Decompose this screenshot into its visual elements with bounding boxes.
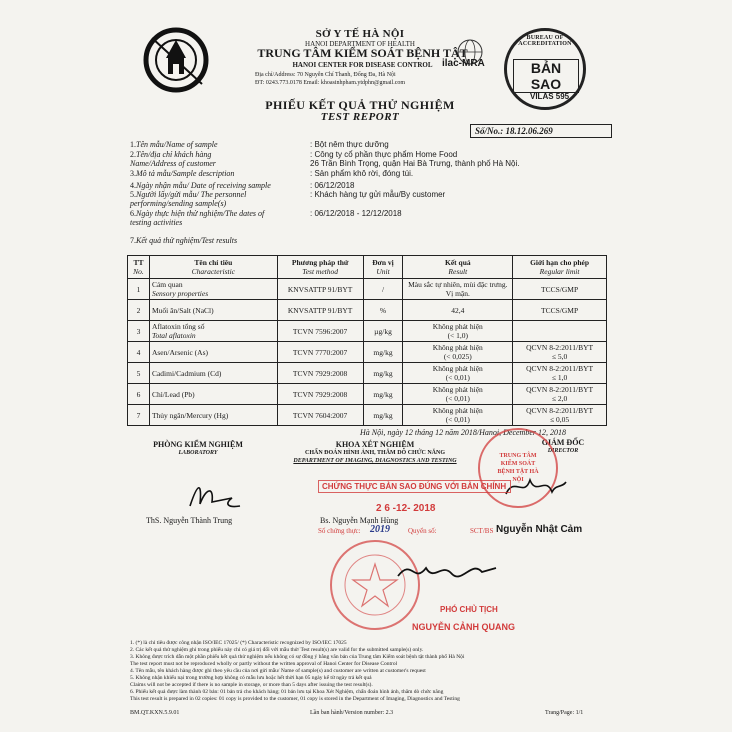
cell-method-text: TCVN 7604:2007 — [292, 410, 348, 420]
info-label — [130, 190, 310, 199]
cell-characteristic-text: Cảm quan — [151, 280, 183, 289]
info-label-text: Ngày thực hiện thử nghiệm/The dates of — [136, 209, 265, 218]
cell-method-text: KNVSATTP 91/BYT — [287, 284, 353, 294]
info-number: 7. — [130, 236, 136, 245]
table-row — [128, 363, 607, 384]
cell-result-text: Màu sắc tự nhiên, mùi đặc trưng. Vị mặn. — [408, 280, 508, 298]
info-label — [130, 209, 310, 218]
cell-result-text: (< 0,025) — [443, 352, 472, 361]
cell-characteristic — [149, 363, 277, 384]
header-result: Kết quả Result — [403, 256, 513, 279]
header-tt: TT No. — [128, 256, 150, 279]
cell-limit-text: TCCS/GMP — [541, 284, 579, 294]
info-label-text: Người lấy/gửi mẫu/ The personnel — [136, 190, 247, 199]
cell-characteristic-text: Cadimi/Cadmium (Cd) — [151, 368, 222, 378]
cell-result — [403, 321, 513, 342]
note-line: 1. (*) là chỉ tiêu được công nhận ISO/IEC 17025/ (*) Characteristic recognized by ISO/IEC 17025 — [130, 640, 347, 646]
vilas-number: VILAS 595 — [530, 92, 570, 101]
cell-unit-text: mg/kg — [373, 368, 393, 378]
cell-characteristic — [149, 321, 277, 342]
cell-tt — [128, 405, 150, 426]
info-value: : 06/12/2018 — [310, 181, 355, 190]
info-label — [130, 169, 310, 178]
notes-block — [130, 640, 600, 703]
director-person: Nguyễn Nhật Cảm — [496, 524, 583, 535]
table-row — [128, 321, 607, 342]
dept-person: Bs. Nguyễn Mạnh Hùng — [320, 516, 399, 525]
director-stamp-text: TRUNG TÂM KIỂM SOÁT BỆNH TẬT HÀ NỘI — [497, 453, 539, 483]
cell-tt — [128, 300, 150, 321]
cell-limit-text: ≤ 0,05 — [550, 415, 570, 424]
center-name-en: HANOI CENTER FOR DISEASE CONTROL — [292, 61, 433, 69]
cell-characteristic — [149, 384, 277, 405]
note-line: 4. Tên mẫu, tên khách hàng được ghi theo yêu cầu của nơi gửi mẫu/ Name of sample(s) and customer are written at customer's request — [130, 668, 426, 674]
cell-characteristic-text: Sensory properties — [151, 289, 209, 298]
center-address: Địa chỉ/Address: 70 Nguyễn Chí Thanh, Đống Đa, Hà Nội — [255, 72, 396, 78]
cell-unit-text: / — [381, 284, 385, 294]
info-label — [130, 150, 310, 159]
cell-result-text: Không phát hiện — [432, 406, 483, 415]
cell-tt — [128, 321, 150, 342]
cell-limit-text: QCVN 8-2:2011/BYT — [526, 364, 594, 373]
accreditation-text: BUREAU OF ACCREDITATION — [518, 35, 572, 47]
cell-unit-text: mg/kg — [373, 347, 393, 357]
cell-method — [277, 321, 363, 342]
cell-characteristic — [149, 279, 277, 300]
info-label-text: Ngày nhận mẫu/ Date of receiving sample — [136, 181, 271, 190]
cell-unit-text: % — [379, 305, 387, 315]
cell-result-text: (< 0,01) — [445, 394, 470, 403]
cell-characteristic — [149, 405, 277, 426]
note-line: 5. Không nhận khiếu nại trong trường hợp không có mẫu lưu hoặc hết thời hạn 05 ngày kể từ ngày trả kết quả — [130, 675, 372, 681]
cell-result-text: (< 1,0) — [447, 331, 469, 340]
cell-limit — [513, 405, 607, 426]
cell-result-text: Không phát hiện — [432, 385, 483, 394]
dept-subtitle: CHẨN ĐOÁN HÌNH ẢNH, THĂM DÒ CHỨC NĂNG — [305, 450, 445, 456]
cell-unit — [363, 300, 403, 321]
info-label — [130, 199, 310, 208]
cell-limit-text: ≤ 1,0 — [551, 373, 568, 382]
cell-characteristic — [149, 300, 277, 321]
info-label-text: Tên mẫu/Name of sample — [136, 140, 218, 149]
cell-limit — [513, 279, 607, 300]
table-header-row — [128, 256, 607, 279]
cert-so-label: Số chứng thực: — [318, 527, 361, 535]
info-label-text: Mô tả mẫu/Sample description — [136, 169, 235, 178]
cell-result — [403, 300, 513, 321]
cell-tt-text: 4 — [136, 347, 141, 357]
cell-limit-text: ≤ 5,0 — [551, 352, 568, 361]
cert-quyen-value: SCT/BS — [470, 527, 494, 535]
cell-unit-text: µg/kg — [374, 326, 392, 336]
cell-method — [277, 363, 363, 384]
cell-method-text: TCVN 7770:2007 — [292, 347, 348, 357]
cell-tt — [128, 279, 150, 300]
cell-result — [403, 384, 513, 405]
cell-tt — [128, 342, 150, 363]
hcdc-logo-icon — [138, 18, 228, 98]
cell-method-text: TCVN 7929:2008 — [292, 389, 348, 399]
cell-method — [277, 279, 363, 300]
cell-tt-text: 2 — [136, 305, 141, 315]
table-row — [128, 384, 607, 405]
note-line: 3. Không được trích dẫn một phần phiếu kết quả thử nghiệm nếu không có sự đồng ý bằng văn bản của Trung tâm Kiểm soát bệnh tật thành phố Hà Nội — [130, 654, 465, 660]
lab-title: PHÒNG KIỂM NGHIỆM — [153, 440, 243, 449]
info-label — [130, 218, 310, 227]
cell-method-text: TCVN 7596:2007 — [292, 326, 348, 336]
cell-limit — [513, 384, 607, 405]
footer-version: Lần ban hành/Version number: 2.3 — [310, 710, 394, 716]
info-label — [130, 140, 310, 149]
info-label — [130, 181, 310, 190]
cell-unit — [363, 363, 403, 384]
cell-unit-text: mg/kg — [373, 410, 393, 420]
header-limit: Giới hạn cho phép Regular limit — [513, 256, 607, 279]
info-value: : Sản phẩm khô rời, đóng túi. — [310, 169, 414, 178]
header-unit: Đơn vị Unit — [363, 256, 403, 279]
footer-form: BM.QT.KXN.5.9.01 — [130, 710, 180, 716]
cell-limit-text: ≤ 2,0 — [551, 394, 568, 403]
cell-result-text: (< 0,01) — [445, 415, 470, 424]
cell-method — [277, 384, 363, 405]
cell-characteristic — [149, 342, 277, 363]
note-line: Claims will not be accepted if there is no sample in storage, or more than 5 days after issuing the test result(s). — [130, 682, 373, 688]
director-title: GIÁM ĐỐC — [541, 438, 585, 447]
table-row — [128, 300, 607, 321]
cell-limit-text: QCVN 8-2:2011/BYT — [526, 406, 594, 415]
info-label — [130, 236, 310, 245]
info-label — [130, 159, 310, 168]
cert-quyen-label: Quyển số: — [408, 527, 437, 535]
note-line: This test result is prepared in 02 copies: 01 copy is provided to the customer, 01 copy is stored in the Department of Imaging, Diagnostics and Testing — [130, 696, 460, 702]
cell-limit — [513, 363, 607, 384]
cell-tt-text: 1 — [136, 284, 141, 294]
cell-limit-text: TCCS/GMP — [541, 305, 579, 315]
hcdc-logo — [138, 18, 228, 98]
cell-method-text: KNVSATTP 91/BYT — [287, 305, 353, 315]
table-row — [128, 405, 607, 426]
info-number: 3. — [130, 169, 136, 178]
cell-tt-text: 7 — [136, 410, 141, 420]
report-number: Số/No.: 18.12.06.269 — [470, 124, 612, 138]
cell-result — [403, 342, 513, 363]
cell-tt-text: 3 — [136, 326, 141, 336]
results-table — [127, 255, 607, 426]
center-contact: ĐT: 0243.773.0178 Email: khoasinhpham.ytdphn@gmail.com — [255, 80, 406, 86]
vice-signature — [392, 554, 502, 590]
certification-stamp: CHỨNG THỰC BẢN SAO ĐÚNG VỚI BẢN CHÍNH — [318, 480, 511, 493]
header-method: Phương pháp thử Test method — [277, 256, 363, 279]
report-title: PHIẾU KẾT QUẢ THỬ NGHIỆM — [265, 98, 455, 112]
note-line: 2. Các kết quả thử nghiệm ghi trong phiếu này chỉ có giá trị đối với mẫu thử/ Test result(s) are valid for the submitted sample(s) only. — [130, 647, 424, 653]
cell-result-text: 42,4 — [451, 305, 465, 315]
cell-characteristic-text: Thủy ngân/Mercury (Hg) — [151, 410, 229, 420]
dept-title-en: DEPARTMENT OF IMAGING, DIAGNOSTICS AND TESTING — [293, 458, 457, 464]
cell-tt-text: 6 — [136, 389, 141, 399]
certification-date: 2 6 -12- 2018 — [376, 503, 436, 514]
cell-limit-text: QCVN 8-2:2011/BYT — [526, 385, 594, 394]
cell-result-text: Không phát hiện — [432, 364, 483, 373]
cell-characteristic-text: Total aflatoxin — [151, 331, 196, 340]
info-value: : 06/12/2018 - 12/12/2018 — [310, 209, 402, 218]
cell-unit-text: mg/kg — [373, 389, 393, 399]
info-label-text: testing activities — [130, 218, 183, 227]
ilac-label: ilac-MRA — [442, 58, 485, 69]
lab-title-en: LABORATORY — [178, 450, 218, 456]
table-row — [128, 342, 607, 363]
info-number: 6. — [130, 209, 136, 218]
cell-tt-text: 5 — [136, 368, 141, 378]
cell-result — [403, 279, 513, 300]
report-title-en: TEST REPORT — [320, 111, 400, 123]
cell-limit — [513, 321, 607, 342]
info-label-text: performing/sending sample(s) — [130, 199, 227, 208]
info-value: : Công ty cổ phần thực phẩm Home Food — [310, 150, 458, 159]
note-line: 6. Phiếu kết quả được làm thành 02 bản: 01 bản trả cho khách hàng; 01 bản lưu tại Khoa Xét Nghiệm, chẩn đoán hình ảnh, thăm dò chức năng — [130, 689, 444, 695]
cell-result — [403, 405, 513, 426]
vice-title: PHÓ CHỦ TỊCH — [440, 605, 498, 614]
cell-limit — [513, 342, 607, 363]
ministry-name-en: HANOI DEPARTMENT OF HEALTH — [305, 40, 415, 48]
info-label-text: Kết quả thử nghiệm/Test results — [136, 236, 238, 245]
note-line: The test report must not be reproduced wholly or partly without the written approval of Hanoi Center for Disease Control — [130, 661, 398, 667]
ban-sao-stamp: BẢN SAO — [513, 59, 579, 93]
cert-so-value: 2019 — [370, 524, 390, 535]
cell-unit — [363, 342, 403, 363]
cell-result-text: Không phát hiện — [432, 343, 483, 352]
cell-limit — [513, 300, 607, 321]
info-value: : Khách hàng tự gửi mẫu/By customer — [310, 190, 446, 199]
lab-signature — [180, 478, 250, 514]
cell-result-text: Không phát hiện — [432, 322, 483, 331]
cell-unit — [363, 384, 403, 405]
cell-characteristic-text: Asen/Arsenic (As) — [151, 347, 208, 357]
info-label-text: Tên/địa chỉ khách hàng — [136, 150, 212, 159]
lab-person: ThS. Nguyễn Thành Trung — [146, 516, 233, 525]
footer-page: Trang/Page: 1/1 — [545, 710, 584, 716]
cell-unit — [363, 321, 403, 342]
info-label-text: Name/Address of customer — [130, 159, 216, 168]
info-value: : Bột nêm thực dưỡng — [310, 140, 389, 149]
cell-unit — [363, 405, 403, 426]
header-characteristic: Tên chỉ tiêu Characteristic — [149, 256, 277, 279]
cell-characteristic-text: Muối ăn/Salt (NaCl) — [151, 305, 214, 315]
ministry-name: SỞ Y TẾ HÀ NỘI — [315, 28, 405, 40]
info-number: 1. — [130, 140, 136, 149]
info-number: 5. — [130, 190, 136, 199]
cell-method — [277, 342, 363, 363]
cell-method — [277, 300, 363, 321]
info-number: 2. — [130, 150, 136, 159]
cell-result-text: (< 0,01) — [445, 373, 470, 382]
info-value: 26 Trần Bình Trọng, quận Hai Bà Trưng, thành phố Hà Nội. — [310, 159, 520, 168]
sign-date: Hà Nội, ngày 12 tháng 12 năm 2018/Hanoi, December 12, 2018 — [360, 428, 566, 437]
table-row — [128, 279, 607, 300]
cell-tt — [128, 384, 150, 405]
vice-name: NGUYỄN CẢNH QUANG — [412, 622, 516, 632]
cell-characteristic-text: Aflatoxin tổng số — [151, 322, 205, 331]
cell-tt — [128, 363, 150, 384]
cell-unit — [363, 279, 403, 300]
director-title-en: DIRECTOR — [547, 448, 579, 454]
ilac-mark — [440, 38, 498, 74]
center-name: TRUNG TÂM KIỂM SOÁT BỆNH TẬT — [257, 46, 468, 60]
dept-title: KHOA XÉT NGHIỆM — [335, 440, 415, 449]
cell-limit-text: QCVN 8-2:2011/BYT — [526, 343, 594, 352]
cell-characteristic-text: Chì/Lead (Pb) — [151, 389, 195, 399]
info-number: 4. — [130, 181, 136, 190]
cell-result — [403, 363, 513, 384]
cell-method — [277, 405, 363, 426]
cell-method-text: TCVN 7929:2008 — [292, 368, 348, 378]
